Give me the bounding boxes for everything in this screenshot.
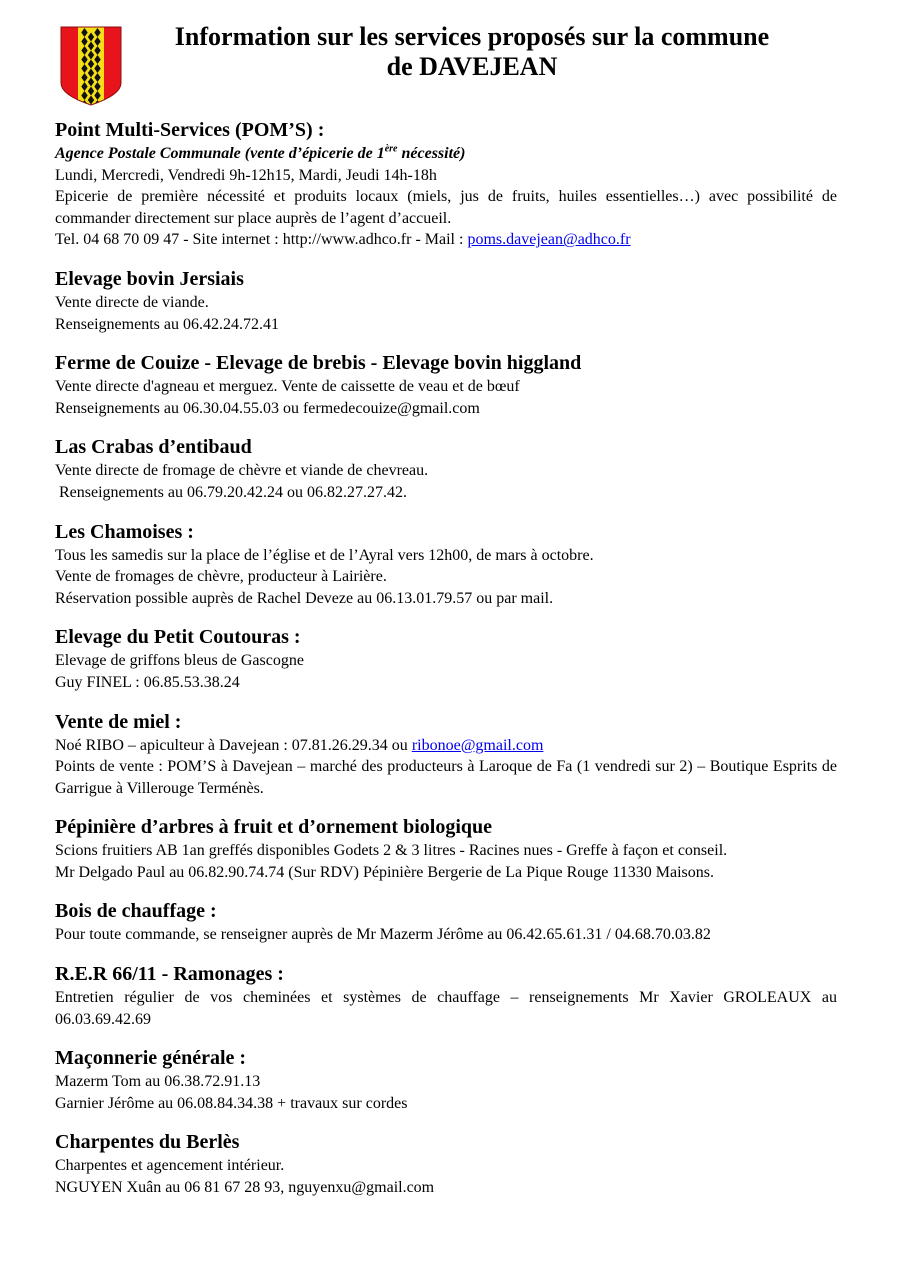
section-heading: Ferme de Couize - Elevage de brebis - Elevage bovin higgland [55,352,582,375]
section-crabas [55,434,837,503]
mail-link[interactable]: ribonoe@gmail.com [411,736,544,754]
contact-line: Tel. 04 68 70 09 47 - Site internet : http://www.adhco.fr - Mail : poms.davejean@adhco.fr [55,231,631,249]
coat-of-arms-logo [58,25,124,107]
section-heading: Las Crabas d’entibaud [55,436,252,459]
section-line: Points de vente : POM’S à Davejean – marché des producteurs à Laroque de Fa (1 vendredi sur 2) – Boutique Esprits de Garrigue à Villerouge Terménès. [55,758,837,797]
section-line: Renseignements au 06.42.24.72.41 [55,315,279,333]
section-line: Mazerm Tom au 06.38.72.91.13 [55,1073,261,1091]
section-line: Renseignements au 06.30.04.55.03 ou fermedecouize@gmail.com [55,399,480,417]
section-heading: Les Chamoises : [55,520,194,543]
section-line: Vente directe d'agneau et merguez. Vente de caissette de veau et de bœuf [55,378,520,396]
section-charpentes [55,1129,837,1198]
mail-link[interactable]: poms.davejean@adhco.fr [467,231,631,249]
section-heading: Charpentes du Berlès [55,1131,240,1154]
section-line: Elevage de griffons bleus de Gascogne [55,652,304,670]
section-line: Noé RIBO – apiculteur à Davejean : 07.81.26.29.34 ou ribonoe@gmail.com [55,736,544,754]
section-jersiais [55,266,837,335]
page-title [130,22,814,82]
section-poms [55,117,837,251]
section-miel [55,709,837,800]
section-line: Renseignements au 06.79.20.42.24 ou 06.82.27.27.42. [59,483,407,501]
section-line: Vente directe de viande. [55,293,209,311]
section-line: Mr Delgado Paul au 06.82.90.74.74 (Sur RDV) Pépinière Bergerie de La Pique Rouge 11330 Maisons. [55,863,715,881]
opening-hours: Lundi, Mercredi, Vendredi 9h-12h15, Mardi, Jeudi 14h-18h [55,166,437,184]
section-line: Guy FINEL : 06.85.53.38.24 [55,673,240,691]
section-line: Tous les samedis sur la place de l’église et de l’Ayral vers 12h00, de mars à octobre. [55,546,594,564]
section-line: Réservation possible auprès de Rachel Deveze au 06.13.01.79.57 ou par mail. [55,589,554,607]
section-line: NGUYEN Xuân au 06 81 67 28 93, nguyenxu@gmail.com [55,1179,435,1197]
section-line: Vente de fromages de chèvre, producteur à Lairière. [55,568,387,586]
services-list [55,117,837,1214]
section-couize [55,350,837,419]
section-heading: Elevage du Petit Coutouras : [55,626,301,649]
section-chamoises [55,519,837,610]
section-line: Vente directe de fromage de chèvre et viande de chevreau. [55,462,429,480]
section-subtitle: Agence Postale Communale (vente d’épicerie de 1ère nécessité) [55,143,466,162]
section-heading: Bois de chauffage : [55,900,217,923]
section-heading: R.E.R 66/11 - Ramonages : [55,963,284,986]
section-line: Scions fruitiers AB 1an greffés disponibles Godets 2 & 3 litres - Racines nues - Greffe à façon et conseil. [55,842,728,860]
section-line: Charpentes et agencement intérieur. [55,1157,285,1175]
section-line: Entretien régulier de vos cheminées et systèmes de chauffage – renseignements Mr Xavier GROLEAUX au 06.03.69.42.69 [55,989,837,1028]
section-line: Pour toute commande, se renseigner auprès de Mr Mazerm Jérôme au 06.42.65.61.31 / 04.68.70.03.82 [55,926,711,944]
section-heading: Elevage bovin Jersiais [55,267,244,290]
title-line-1: Information sur les services proposés sur la commune [174,22,770,51]
section-pepiniere [55,814,837,883]
section-heading: Pépinière d’arbres à fruit et d’ornement biologique [55,816,492,839]
section-bois [55,898,837,946]
section-rer [55,961,837,1030]
section-line: Garnier Jérôme au 06.08.84.34.38 + travaux sur cordes [55,1094,408,1112]
section-maconnerie [55,1045,837,1114]
title-line-2: de DAVEJEAN [386,52,558,81]
section-coutouras [55,624,837,693]
section-heading: Vente de miel : [55,710,182,733]
section-heading: Maçonnerie générale : [55,1047,247,1070]
description: Epicerie de première nécessité et produits locaux (miels, jus de fruits, huiles essentielles…) avec possibilité de commander directement sur place auprès de l’agent d’accueil. [55,188,837,227]
section-heading: Point Multi-Services (POM’S) : [55,119,325,141]
